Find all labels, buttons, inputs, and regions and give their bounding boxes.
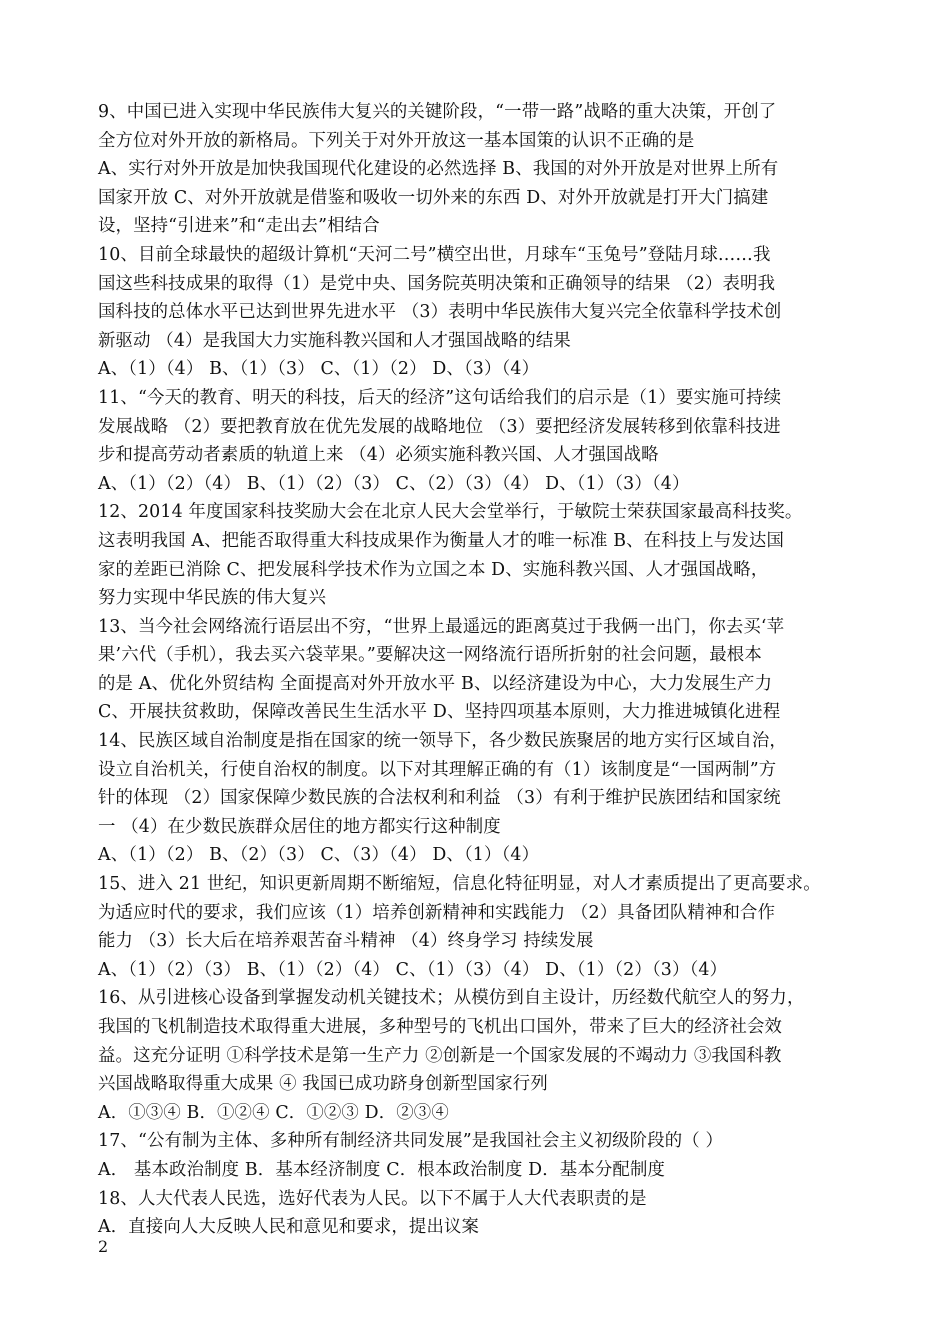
text-line: 设，坚持“引进来”和“走出去”相结合 [98,216,380,237]
text-line: 家的差距已消除 C、把发展科学技术作为立国之本 D、实施科教兴国、人才强国战略， [98,559,769,580]
text-line: 果’六代（手机），我去买六袋苹果。”要解决这一网络流行语所折射的社会问题，最根本 [98,645,762,666]
text-line: 努力实现中华民族的伟大复兴 [98,588,327,609]
text-line: A．直接向人大反映人民和意见和要求，提出议案 [98,1217,480,1238]
text-line: 益。这充分证明 ①科学技术是第一生产力 ②创新是一个国家发展的不竭动力 ③我国科教 [98,1045,782,1066]
text-line: 的是 A、优化外贸结构 全面提高对外开放水平 B、以经济建设为中心，大力发展生产力 [98,673,773,694]
text-line: A、（1）（2）（4） B、（1）（2）（3） C、（2）（3）（4） D、（1）（3）（4） [98,473,690,494]
text-line: 9、中国已进入实现中华民族伟大复兴的关键阶段，“一带一路”战略的重大决策，开创了 [98,102,777,122]
text-line: 这表明我国 A、把能否取得重大科技成果作为衡量人才的唯一标准 B、在科技上与发达国 [98,530,785,551]
text-line: 国家开放 C、对外开放就是借鉴和吸收一切外来的东西 D、对外开放就是打开大门搞建 [98,187,769,208]
text-line: 18、人大代表人民选，选好代表为人民。以下不属于人大代表职责的是 [98,1188,647,1209]
text-line: 10、目前全球最快的超级计算机“天河二号”横空出世，月球车“玉兔号”登陆月球……我 [98,244,771,265]
text-line: 全方位对外开放的新格局。下列关于对外开放这一基本国策的认识不正确的是 [98,130,695,151]
text-line: 发展战略 （2）要把教育放在优先发展的战略地位 （3）要把经济发展转移到依靠科技进 [98,416,781,437]
text-line: 16、从引进核心设备到掌握发动机关键技术；从模仿到自主设计，历经数代航空人的努力， [98,988,805,1009]
text-line: A、（1）（2） B、（2）（3） C、（3）（4） D、（1）（4） [98,845,540,866]
text-line: 新驱动 （4）是我国大力实施科教兴国和人才强国战略的结果 [98,330,571,351]
text-line: 为适应时代的要求，我们应该（1）培养创新精神和实践能力 （2）具备团队精神和合作 [98,902,776,923]
text-line: 我国的飞机制造技术取得重大进展，多种型号的飞机出口国外，带来了巨大的经济社会效 [98,1017,783,1037]
text-line: 国科技的总体水平已达到世界先进水平 （3）表明中华民族伟大复兴完全依靠科学技术创 [98,302,782,323]
text-line: 针的体现 （2）国家保障少数民族的合法权利和利益 （3）有利于维护民族团结和国家统 [98,788,781,809]
question-text-block [98,98,856,1242]
text-line: A、（1）（2）（3） B、（1）（2）（4） C、（1）（3）（4） D、（1）（2）（3）（4） [98,959,728,980]
text-line: C、开展扶贫救助，保障改善民生生活水平 D、坚持四项基本原则，大力推进城镇化进程 [98,702,781,723]
text-line: 一 （4）在少数民族群众居住的地方都实行这种制度 [98,816,501,837]
text-line: 12、2014 年度国家科技奖励大会在北京人民大会堂举行，于敏院士荣获国家最高科技奖。 [98,502,803,523]
text-line: 能力 （3）长大后在培养艰苦奋斗精神 （4）终身学习 持续发展 [98,931,594,952]
text-line: 15、进入 21 世纪，知识更新周期不断缩短，信息化特征明显，对人才素质提出了更高要求。 [98,874,821,895]
text-line: 步和提高劳动者素质的轨道上来 （4）必须实施科教兴国、人才强国战略 [98,445,659,466]
text-line: 国这些科技成果的取得（1）是党中央、国务院英明决策和正确领导的结果 （2）表明我 [98,273,776,294]
text-line: A． 基本政治制度 B．基本经济制度 C．根本政治制度 D．基本分配制度 [98,1159,666,1180]
text-line: A、实行对外开放是加快我国现代化建设的必然选择 B、我国的对外开放是对世界上所有 [98,159,779,180]
text-line: 设立自治机关，行使自治权的制度。以下对其理解正确的有（1）该制度是“一国两制”方 [98,759,777,780]
text-line: 14、民族区域自治制度是指在国家的统一领导下，各少数民族聚居的地方实行区域自治， [98,731,787,752]
page-number: 2 [98,1237,109,1256]
text-line: 13、当今社会网络流行语层出不穷，“世界上最遥远的距离莫过于我俩一出门，你去买‘苹 [98,616,785,637]
text-line: 11、“今天的教育、明天的科技，后天的经济”这句话给我们的启示是（1）要实施可持续 [98,387,782,408]
text-line: A．①③④ B．①②④ C．①②③ D．②③④ [98,1102,449,1123]
text-line: 17、“公有制为主体、多种所有制经济共同发展”是我国社会主义初级阶段的（ ） [98,1131,724,1152]
text-line: 兴国战略取得重大成果 ④ 我国已成功跻身创新型国家行列 [98,1074,548,1095]
text-line: A、（1）（4） B、（1）（3） C、（1）（2） D、（3）（4） [98,359,540,380]
